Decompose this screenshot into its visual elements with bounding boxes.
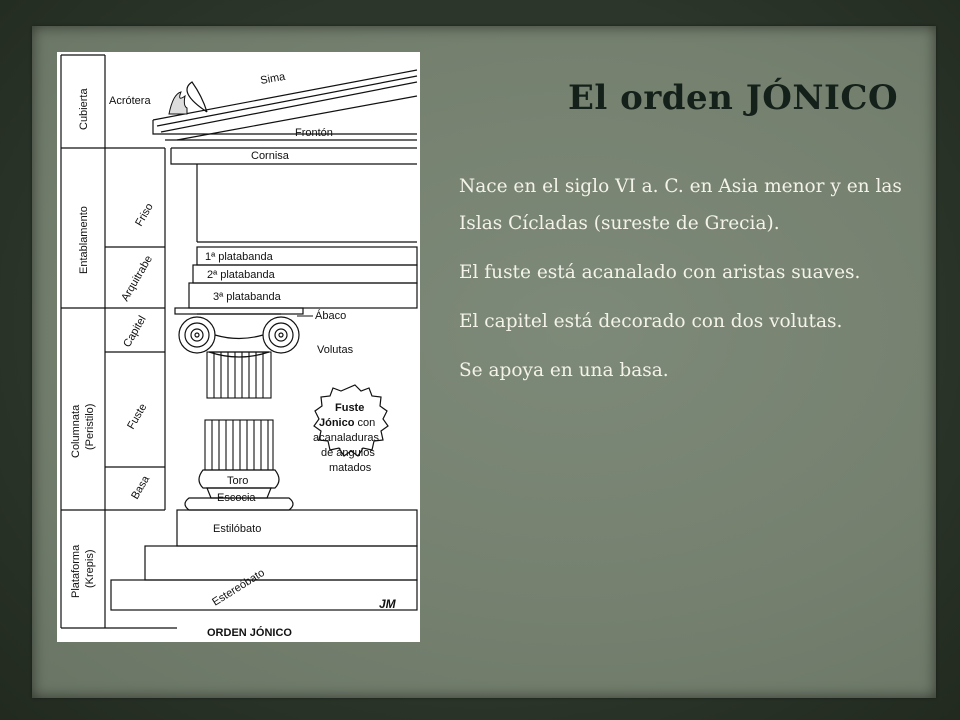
paragraph-origin: Nace en el siglo VI a. C. en Asia menor y en las Islas Cícladas (sureste de Grecia). <box>459 176 902 234</box>
label-estilobato: Estilóbato <box>213 523 262 535</box>
paragraph-shaft: El fuste está acanalado con aristas suaves. <box>459 262 861 283</box>
callout-line-2a: Jónico <box>319 417 355 429</box>
capital-drawing <box>175 308 303 357</box>
diagram-svg <box>57 52 420 642</box>
label-escocia: Escocia <box>217 492 256 504</box>
callout-line-2b: con <box>354 417 376 429</box>
acroterion-ornament <box>169 92 187 114</box>
callout-line-2 <box>319 417 375 429</box>
platform-steps <box>111 510 417 610</box>
section-label-entablamento: Entablamento <box>78 206 90 274</box>
paragraph-capital: El capitel está decorado con dos volutas. <box>459 311 843 332</box>
label-acrotera: Acrótera <box>109 95 151 107</box>
label-cornisa: Cornisa <box>251 150 289 162</box>
slide-title: El orden JÓNICO <box>568 78 899 118</box>
label-sima: Sima <box>259 70 287 87</box>
subsection-label-friso: Friso <box>133 201 156 229</box>
subsection-label-fuste: Fuste <box>125 401 150 432</box>
diagram-caption: ORDEN JÓNICO <box>207 627 292 639</box>
subsection-label-basa: Basa <box>129 473 153 502</box>
label-estereobato: Estereóbato <box>210 566 267 609</box>
label-platabanda-3: 3ª platabanda <box>213 291 281 303</box>
section-label-krepis: (Krepis) <box>84 549 96 588</box>
label-volutas: Volutas <box>317 344 354 356</box>
label-platabanda-1: 1ª platabanda <box>205 251 273 263</box>
label-platabanda-2: 2ª platabanda <box>207 269 275 281</box>
label-toro: Toro <box>227 475 249 487</box>
section-label-plataforma: Plataforma <box>70 544 82 598</box>
diagram-signature: JM <box>379 597 396 611</box>
section-label-cubierta: Cubierta <box>78 88 90 130</box>
label-fronton: Frontón <box>295 127 333 139</box>
section-label-peristilo: (Peristilo) <box>84 403 96 450</box>
section-grid <box>61 55 177 628</box>
label-abaco: Ábaco <box>315 310 347 322</box>
ionic-order-diagram <box>57 52 420 642</box>
callout-line-5: matados <box>329 462 372 474</box>
lower-shaft <box>205 420 273 470</box>
paragraph-base: Se apoya en una basa. <box>459 360 669 381</box>
callout-line-1: Fuste <box>335 402 365 414</box>
subsection-label-capitel: Capitel <box>121 313 149 350</box>
section-label-columnata: Columnata <box>70 404 82 458</box>
subsection-label-arquitrabe: Arquitrabe <box>119 253 155 304</box>
upper-shaft <box>207 352 271 398</box>
callout-line-3: acanaladuras <box>313 432 380 444</box>
slide-body <box>459 168 919 401</box>
callout-line-4: de ángulos <box>321 447 375 459</box>
